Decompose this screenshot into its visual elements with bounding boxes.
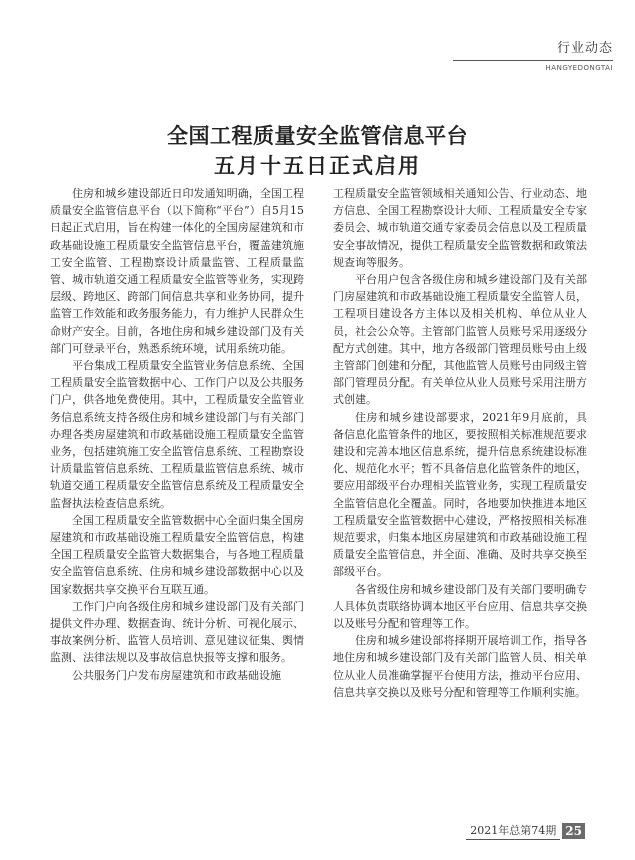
paragraph: 全国工程质量安全监管数据中心全面归集全国房屋建筑和市政基础设施工程质量安全监管信息，构建全国工程质量安全监管大数据集合，与各地工程质量安全监管信息系统、住房和城乡建设部数据中心以及国家数据共享交换平台互联互通。 [50,513,304,596]
paragraph: 住房和城乡建设部将择期开展培训工作，指导各地住房和城乡建设部门及有关部门监管人员、相关单位从业人员准确掌握平台使用方法，推动平台应用、信息共享交换以及账号分配和管理等工作顺利实施。 [333,634,587,699]
paragraph: 工作门户向各级住房和城乡建设部门及有关部门提供文件办理、数据查询、统计分析、可视化展示、事故案例分析、监管人员培训、意见建议征集、舆情监测、法律法规以及事故信息快报等支撑和服务。 [50,599,304,665]
article-title [0,122,635,180]
article-column-right [333,185,587,701]
paragraph: 住房和城乡建设部要求，2021年9月底前，具备信息化监管条件的地区，要按照相关标准规范要求建设和完善本地区信息系统，提升信息系统建设标准化、规范化水平；暂不具备信息化监管条件的地区，要应用部级平台办理相关监管业务，实现工程质量安全监管信息化全覆盖。同时，各地要加快推进本地区工程质量安全监管数据中心建设，严格按照相关标准规范要求，归集本地区房屋建筑和市政基础设施工程质量安全监管信息，并全面、准确、及时共享交换至部级平台。 [333,410,587,579]
article-column-left [50,185,304,684]
paragraph: 平台用户包含各级住房和城乡建设部门及有关部门房屋建筑和市政基础设施工程质量安全监管人员，工程项目建设各方主体以及相关机构、单位从业人员，社会公众等。主管部门监管人员账号采用逐级分配方式创建。其中，地方各级部门管理员账号由上级主管部门创建和分配，其他监管人员账号由同级主管部门管理员分配。有关单位从业人员账号采用注册方式创建。 [333,273,587,407]
section-header [453,40,613,72]
paragraph-continued: 工程质量安全监管领域相关通知公告、行业动态、地方信息、全国工程勘察设计大师、工程质量安全专家委员会、城市轨道交通专家委员会信息以及工程质量安全事故情况，提供工程质量安全监管数据和政策法规查询等服务。 [333,187,587,269]
article-title-line-1: 全国工程质量安全监管信息平台 [167,123,468,148]
paragraph: 平台集成工程质量安全监管业务信息系统、全国工程质量安全监管数据中心、工作门户以及公共服务门户，供各地免费使用。其中，工程质量安全监管业务信息系统支持各级住房和城乡建设部门与有关部门办理各类房屋建筑和市政基础设施工程质量安全监管业务，包括建筑施工安全监管信息系统、工程勘察设计质量监管信息系统、工程质量监管信息系统、城市轨道交通工程质量安全监管信息系统及工程质量安全监督执法检查信息系统。 [50,359,304,510]
section-title: 行业动态 [556,41,613,56]
paragraph: 公共服务门户发布房屋建筑和市政基础设施 [72,668,281,682]
article-title-line-2: 五月十五日正式启用 [214,153,421,178]
issue-label: 2021年总第74期 [466,822,560,840]
paragraph: 住房和城乡建设部近日印发通知明确，全国工程质量安全监管信息平台（以下简称“平台”）自5月15日起正式启用，旨在构建一体化的全国房屋建筑和市政基础设施工程质量安全监管信息平台，覆盖建筑施工安全监管、工程勘察设计质量监管、工程质量监管、城市轨道交通工程质量安全监管等业务，实现跨层级、跨地区、跨部门间信息共享和业务协同，提升监管工作效能和政务服务能力，有力维护人民群众生命财产安全。目前，各地住房和城乡建设部门及有关部门可登录平台，熟悉系统环境，试用系统功能。 [50,187,304,355]
paragraph: 各省级住房和城乡建设部门及有关部门要明确专人具体负责联络协调本地区平台应用、信息共享交换以及账号分配和管理等工作。 [333,582,587,631]
page-number: 25 [562,823,585,839]
page-footer [466,822,585,840]
header-divider [453,60,613,61]
section-pinyin: HANGYEDONGTAI [545,64,613,72]
